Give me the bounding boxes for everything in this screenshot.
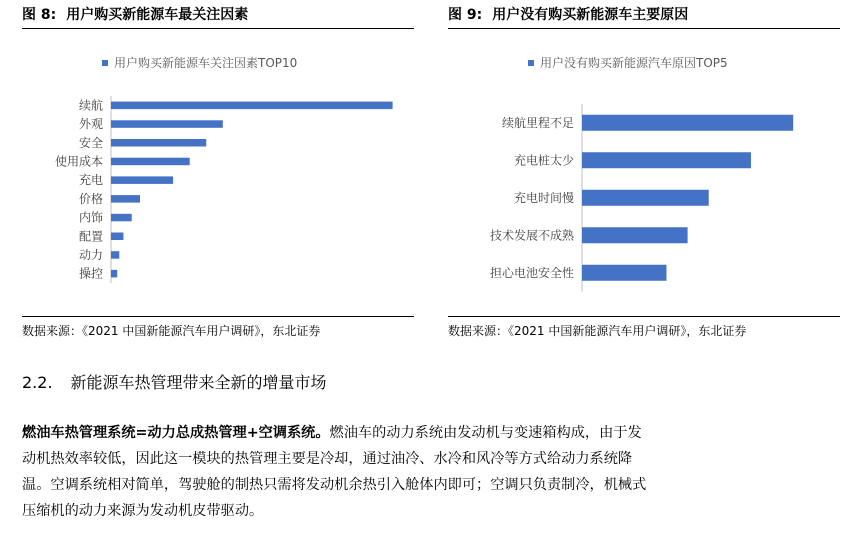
- figure-8-title: [22, 4, 248, 24]
- section-heading: [22, 370, 327, 393]
- figure-9-bottom-rule: [448, 316, 840, 317]
- bar: [582, 227, 688, 243]
- chart-purchase-factors: [22, 30, 414, 312]
- category-label: 价格: [78, 191, 103, 206]
- figure-9-number: 图 9:: [448, 7, 483, 23]
- chart-non-purchase-reasons: [448, 30, 840, 312]
- figure-8-caption: 用户购买新能源车最关注因素: [66, 7, 249, 23]
- legend-swatch: [528, 60, 534, 66]
- figure-8-top-rule: [22, 28, 414, 29]
- figure-9-source: 数据来源：《2021 中国新能源汽车用户调研》，东北证券: [448, 324, 747, 338]
- figure-9-top-rule: [448, 28, 840, 29]
- category-label: 操控: [78, 266, 103, 281]
- legend-swatch: [102, 60, 108, 66]
- paragraph-lead: 燃油车热管理系统=动力总成热管理+空调系统。: [22, 425, 330, 441]
- bar: [582, 152, 751, 168]
- bar: [111, 195, 140, 203]
- legend-label: 用户购买新能源车关注因素TOP10: [114, 56, 298, 70]
- section-number: 2.2.: [22, 373, 53, 392]
- figure-8-source: 数据来源：《2021 中国新能源汽车用户调研》，东北证券: [22, 324, 321, 338]
- category-label: 动力: [78, 247, 103, 262]
- bar: [111, 251, 119, 259]
- body-paragraph: [22, 420, 654, 524]
- category-label: 安全: [78, 135, 103, 150]
- bar: [582, 265, 666, 281]
- category-label: 外观: [78, 117, 103, 132]
- category-label: 配置: [78, 229, 103, 244]
- category-label: 担心电池安全性: [489, 265, 574, 280]
- figure-8-bottom-rule: [22, 316, 414, 317]
- legend-label: 用户没有购买新能源汽车原因TOP5: [540, 56, 728, 70]
- section-title: 新能源车热管理带来全新的增量市场: [70, 373, 327, 392]
- bar: [111, 233, 123, 241]
- figure-9-caption: 用户没有购买新能源车主要原因: [492, 7, 689, 23]
- paragraph-body: 燃油车的动力系统由发动机与变速箱构成，由于发动机热效率较低，因此这一模块的热管理主要是冷却，通过油冷、水冷和风冷等方式给动力系统降温。空调系统相对简单，驾驶舱的制热只需将发动机余热引入舱体内即可；空调只负责制冷，机械式压缩机的动力来源为发动机皮带驱动。: [22, 425, 647, 519]
- bar: [111, 120, 223, 128]
- bar: [111, 270, 117, 278]
- bar: [111, 139, 206, 147]
- bar: [111, 176, 173, 184]
- category-label: 充电时间慢: [513, 190, 574, 205]
- category-label: 技术发展不成熟: [489, 228, 574, 243]
- category-label: 使用成本: [54, 154, 103, 169]
- category-label: 充电桩太少: [513, 153, 574, 168]
- bar: [582, 190, 709, 206]
- bar: [111, 102, 393, 110]
- bar: [111, 214, 132, 222]
- bar: [111, 158, 190, 166]
- category-label: 内饰: [78, 210, 103, 225]
- category-label: 续航里程不足: [501, 115, 574, 130]
- bar: [582, 115, 793, 131]
- category-label: 续航: [78, 98, 103, 113]
- figure-8-number: 图 8:: [22, 7, 57, 23]
- category-label: 充电: [78, 173, 103, 188]
- figure-9-title: [448, 4, 688, 24]
